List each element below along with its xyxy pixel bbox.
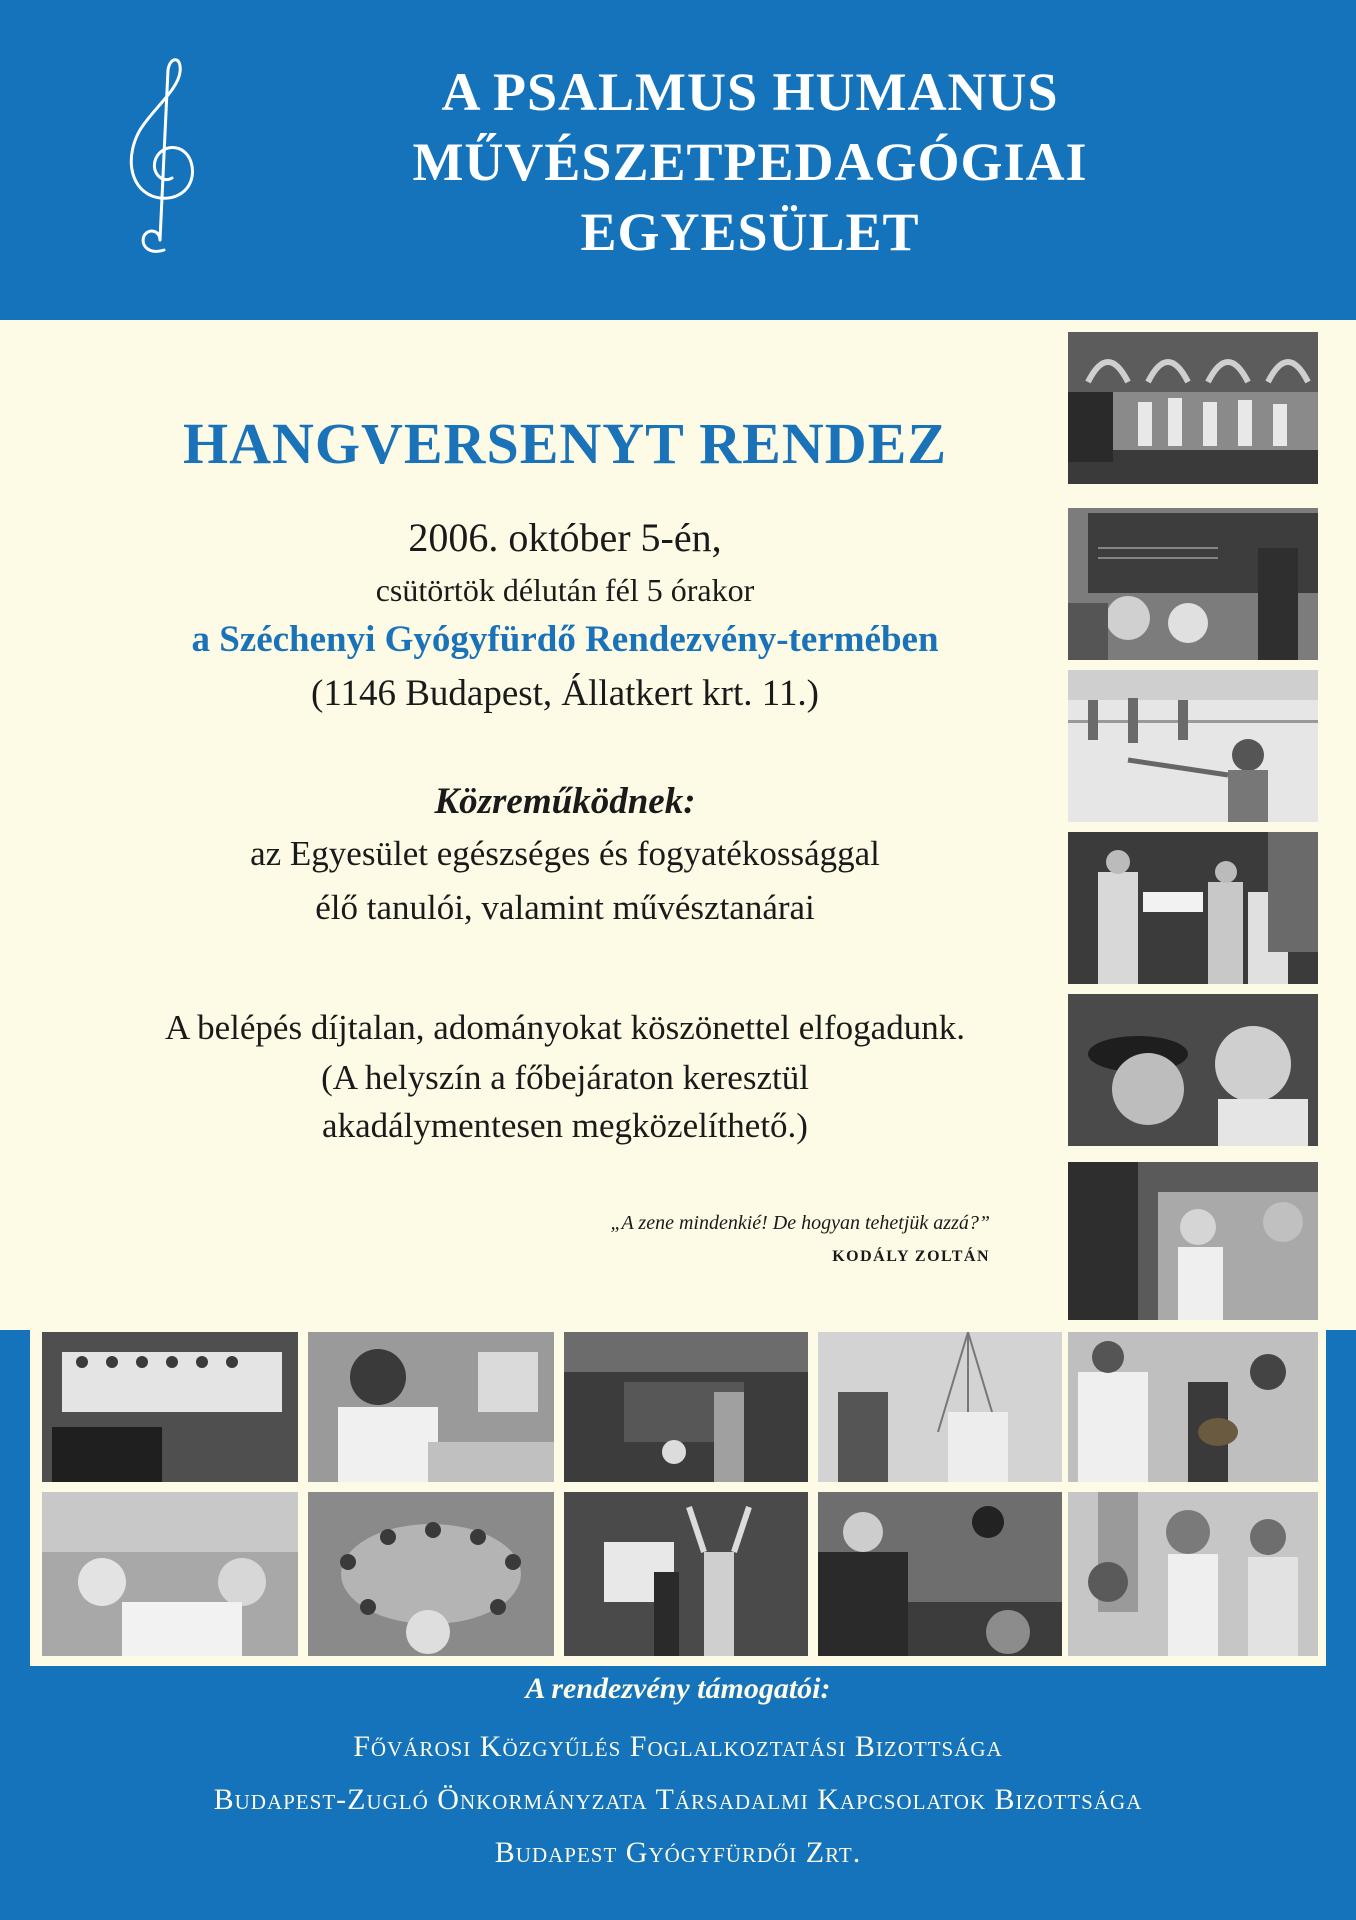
admission-line1: A belépés díjtalan, adományokat köszönettel elfogadunk.: [165, 1008, 965, 1047]
photo-arms-raised-performance: [564, 1492, 808, 1656]
quote-text: „A zene mindenkié! De hogyan tehetjük azzá?”: [610, 1212, 990, 1234]
org-name-line2: MŰVÉSZETPEDAGÓGIAI: [412, 132, 1088, 192]
photo-computer-student: [308, 1332, 554, 1482]
org-name-line3: EGYESÜLET: [580, 202, 920, 262]
photo-dance-class: [1068, 670, 1318, 822]
photo-folk-dance: [1068, 332, 1318, 484]
sponsor-item: Fővárosi Közgyűlés Foglalkoztatási Bizottsága: [353, 1730, 1003, 1763]
photo-circle-of-children: [308, 1492, 554, 1656]
treble-clef-icon: [112, 50, 212, 260]
photo-concert-hall-choir: [42, 1332, 298, 1482]
photo-gym-music-play: [1068, 1492, 1318, 1656]
photo-classroom-blackboard: [1068, 508, 1318, 660]
event-address: (1146 Budapest, Állatkert krt. 11.): [311, 673, 819, 714]
photo-piano-lesson: [1068, 1162, 1318, 1320]
quote-author: KODÁLY ZOLTÁN: [832, 1248, 990, 1265]
header-band: [0, 0, 1356, 320]
admission-line2: (A helyszín a főbejáraton keresztül: [321, 1058, 809, 1097]
org-name-line1: A PSALMUS HUMANUS: [441, 62, 1059, 122]
participants-line1: az Egyesület egészséges és fogyatékossággal: [250, 834, 880, 873]
photo-guitar-lesson: [1068, 1332, 1318, 1482]
photo-children-faces: [1068, 994, 1318, 1146]
headline: HANGVERSENYT RENDEZ: [182, 411, 948, 476]
admission-line3: akadálymentesen megközelíthető.): [322, 1106, 808, 1145]
event-venue: a Széchenyi Gyógyfürdő Rendezvény-termében: [191, 619, 939, 660]
sponsor-item: Budapest-Zugló Önkormányzata Társadalmi Kapcsolatok Bizottsága: [213, 1783, 1143, 1816]
sponsor-item: Budapest Gyógyfürdői Zrt.: [494, 1836, 862, 1869]
photo-ensemble-instruments: [818, 1492, 1062, 1656]
sponsors-title: A rendezvény támogatói:: [525, 1672, 831, 1705]
participants-title: Közreműködnek:: [434, 781, 696, 822]
event-time: csütörtök délután fél 5 órakor: [375, 572, 755, 608]
photo-ribbon-dance: [818, 1332, 1062, 1482]
event-date: 2006. október 5-én,: [408, 515, 722, 560]
photo-choir-singing: [1068, 832, 1318, 984]
photo-stage-performance: [564, 1332, 808, 1482]
photo-drawing-children: [42, 1492, 298, 1656]
participants-line2: élő tanulói, valamint művésztanárai: [315, 888, 815, 927]
